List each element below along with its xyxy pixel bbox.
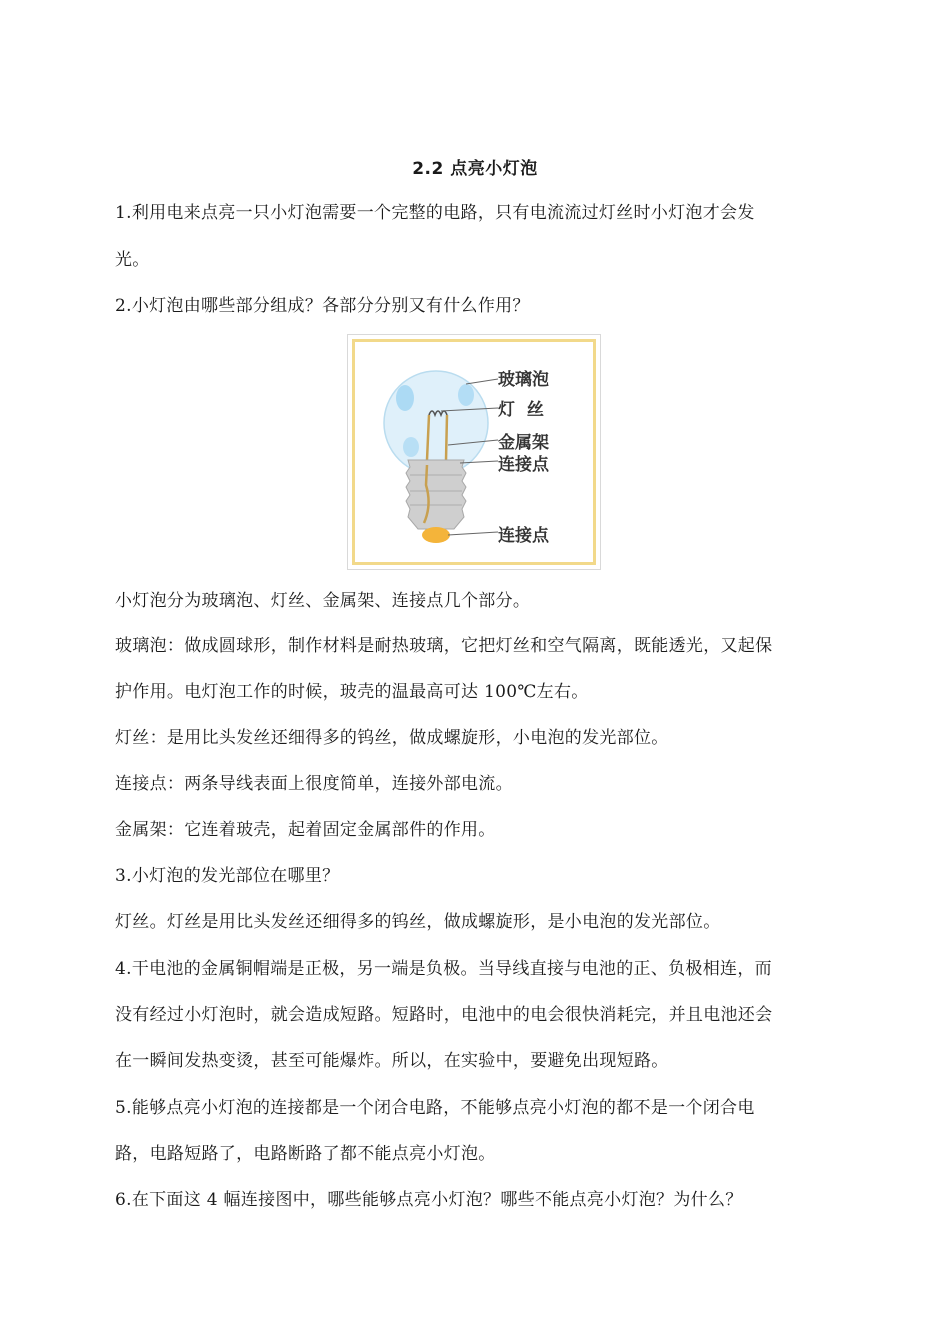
label-filament: 灯 丝 [498, 400, 544, 420]
page-title: 2.2 点亮小灯泡 [412, 159, 538, 179]
label-contact-side: 连接点 [498, 455, 549, 475]
text-line: 路，电路短路了，电路断路了都不能点亮小灯泡。 [115, 1144, 496, 1164]
leader-line [466, 379, 498, 384]
text-line: 没有经过小灯泡时，就会造成短路。短路时，电池中的电会很快消耗完，并且电池还会 [115, 1005, 773, 1025]
bulb-highlight [396, 385, 414, 411]
text-line: 3.小灯泡的发光部位在哪里？ [115, 866, 340, 886]
text-line: 金属架：它连着玻壳，起着固定金属部件的作用。 [115, 820, 496, 840]
label-metal-frame: 金属架 [498, 433, 549, 453]
label-glass-bulb: 玻璃泡 [498, 370, 549, 390]
text-line: 连接点：两条导线表面上很度简单，连接外部电流。 [115, 774, 513, 794]
glass-bulb-shape [384, 371, 488, 475]
text-line: 4.干电池的金属铜帽端是正极，另一端是负极。当导线直接与电池的正、负极相连，而 [115, 959, 772, 979]
text-line: 小灯泡分为玻璃泡、灯丝、金属架、连接点几个部分。 [115, 591, 531, 611]
bulb-diagram [347, 334, 601, 570]
bulb-highlight [458, 384, 474, 406]
text-line: 1.利用电来点亮一只小灯泡需要一个完整的电路，只有电流流过灯丝时小灯泡才会发 [115, 203, 755, 223]
text-line: 玻璃泡：做成圆球形，制作材料是耐热玻璃，它把灯丝和空气隔离，既能透光，又起保 [115, 636, 773, 656]
text-line: 灯丝：是用比头发丝还细得多的钨丝，做成螺旋形，小电泡的发光部位。 [115, 728, 669, 748]
text-line: 光。 [115, 250, 150, 270]
label-contact-bottom: 连接点 [498, 526, 549, 546]
bulb-highlight [403, 437, 419, 457]
bulb-illustration [348, 335, 602, 571]
text-line: 护作用。电灯泡工作的时候，玻壳的温最高可达 100℃左右。 [115, 682, 589, 702]
text-line: 灯丝。灯丝是用比头发丝还细得多的钨丝，做成螺旋形，是小电泡的发光部位。 [115, 912, 721, 932]
text-line: 5.能够点亮小灯泡的连接都是一个闭合电路，不能够点亮小灯泡的都不是一个闭合电 [115, 1098, 755, 1118]
text-line: 2.小灯泡由哪些部分组成？各部分分别又有什么作用？ [115, 296, 530, 316]
text-line: 在一瞬间发热变烫，甚至可能爆炸。所以，在实验中，要避免出现短路。 [115, 1051, 669, 1071]
screw-base-shape [406, 460, 466, 529]
text-line: 6.在下面这 4 幅连接图中，哪些能够点亮小灯泡？哪些不能点亮小灯泡？为什么？ [115, 1190, 743, 1210]
bottom-contact-shape [422, 527, 450, 543]
leader-line [448, 532, 498, 535]
